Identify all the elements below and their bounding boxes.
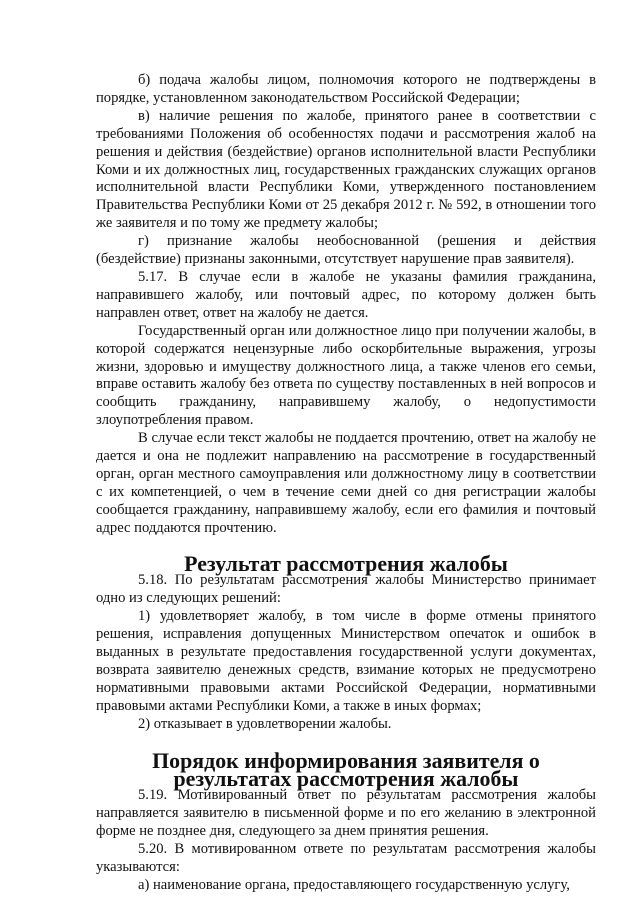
- paragraph-refusal-v: в) наличие решения по жалобе, принятого ранее в соответствии с требованиями Положения об особенностях подачи и рассмотрения жалоб на решения и действия (бездействие) органов исполнительной власти Республики Коми и их должностных лиц, государственных гражданских служащих органов исполнительной власти Республики Коми, утвержденного постановлением Правительства Республики Коми от 25 декабря 2012 г. № 592, в отношении того же заявителя и по тому же предмету жалобы;: [96, 107, 596, 232]
- paragraph-abusive-complaint: Государственный орган или должностное лицо при получении жалобы, в которой содержатся нецензурные либо оскорбительные выражения, угрозы жизни, здоровью и имуществу должностного лица, а также членов его семьи, вправе оставить жалобу без ответа по существу поставленных в ней вопросов и сообщить гражданину, направившему жалобу, о недопустимости злоупотребления правом.: [96, 322, 596, 429]
- paragraph-item-a: а) наименование органа, предоставляющего государственную услугу,: [138, 876, 570, 893]
- paragraph-refusal-g: г) признание жалобы необоснованной (решения и действия (бездействие) признаны законными, отсутствует нарушение прав заявителя).: [96, 233, 596, 268]
- section-heading-result: Результат рассмотрения жалобы: [184, 550, 508, 576]
- paragraph-5-18: 5.18. По результатам рассмотрения жалобы Министерство принимает одно из следующих решений:: [96, 572, 596, 607]
- paragraph-5-20: 5.20. В мотивированном ответе по результатам рассмотрения жалобы указываются:: [96, 841, 596, 876]
- paragraph-decision-2: 2) отказывает в удовлетворении жалобы.: [138, 715, 392, 732]
- paragraph-unreadable-complaint: В случае если текст жалобы не поддается прочтению, ответ на жалобу не дается и она не подлежит направлению на рассмотрение в государственный орган, орган местного самоуправления или должностному лицу в соответствии с их компетенцией, о чем в течение семи дней со дня регистрации жалобы сообщается гражданину, направившему жалобу, если его фамилия и почтовый адрес поддаются прочтению.: [96, 430, 596, 536]
- section-heading-informing: Порядок информирования заявителя о результатах рассмотрения жалобы: [152, 747, 540, 791]
- document-body: [96, 72, 596, 895]
- paragraph-5-19: 5.19. Мотивированный ответ по результатам рассмотрения жалобы направляется заявителю в письменной форме и по его желанию в электронной форме не позднее дня, следующего за днем принятия решения.: [96, 787, 596, 840]
- paragraph-decision-1: 1) удовлетворяет жалобу, в том числе в форме отмены принятого решения, исправления допущенных Министерством опечаток и ошибок в выданных в результате предоставления государственной услуги документах, возврата заявителю денежных средств, взимание которых не предусмотрено нормативными правовыми актами Российской Федерации, нормативными правовыми актами Республики Коми, а также в иных формах;: [96, 608, 596, 714]
- paragraph-5-17: 5.17. В случае если в жалобе не указаны фамилия гражданина, направившего жалобу, или почтовый адрес, по которому должен быть направлен ответ, ответ на жалобу не дается.: [96, 268, 596, 321]
- paragraph-refusal-b: б) подача жалобы лицом, полномочия которого не подтверждены в порядке, установленном законодательством Российской Федерации;: [96, 72, 596, 106]
